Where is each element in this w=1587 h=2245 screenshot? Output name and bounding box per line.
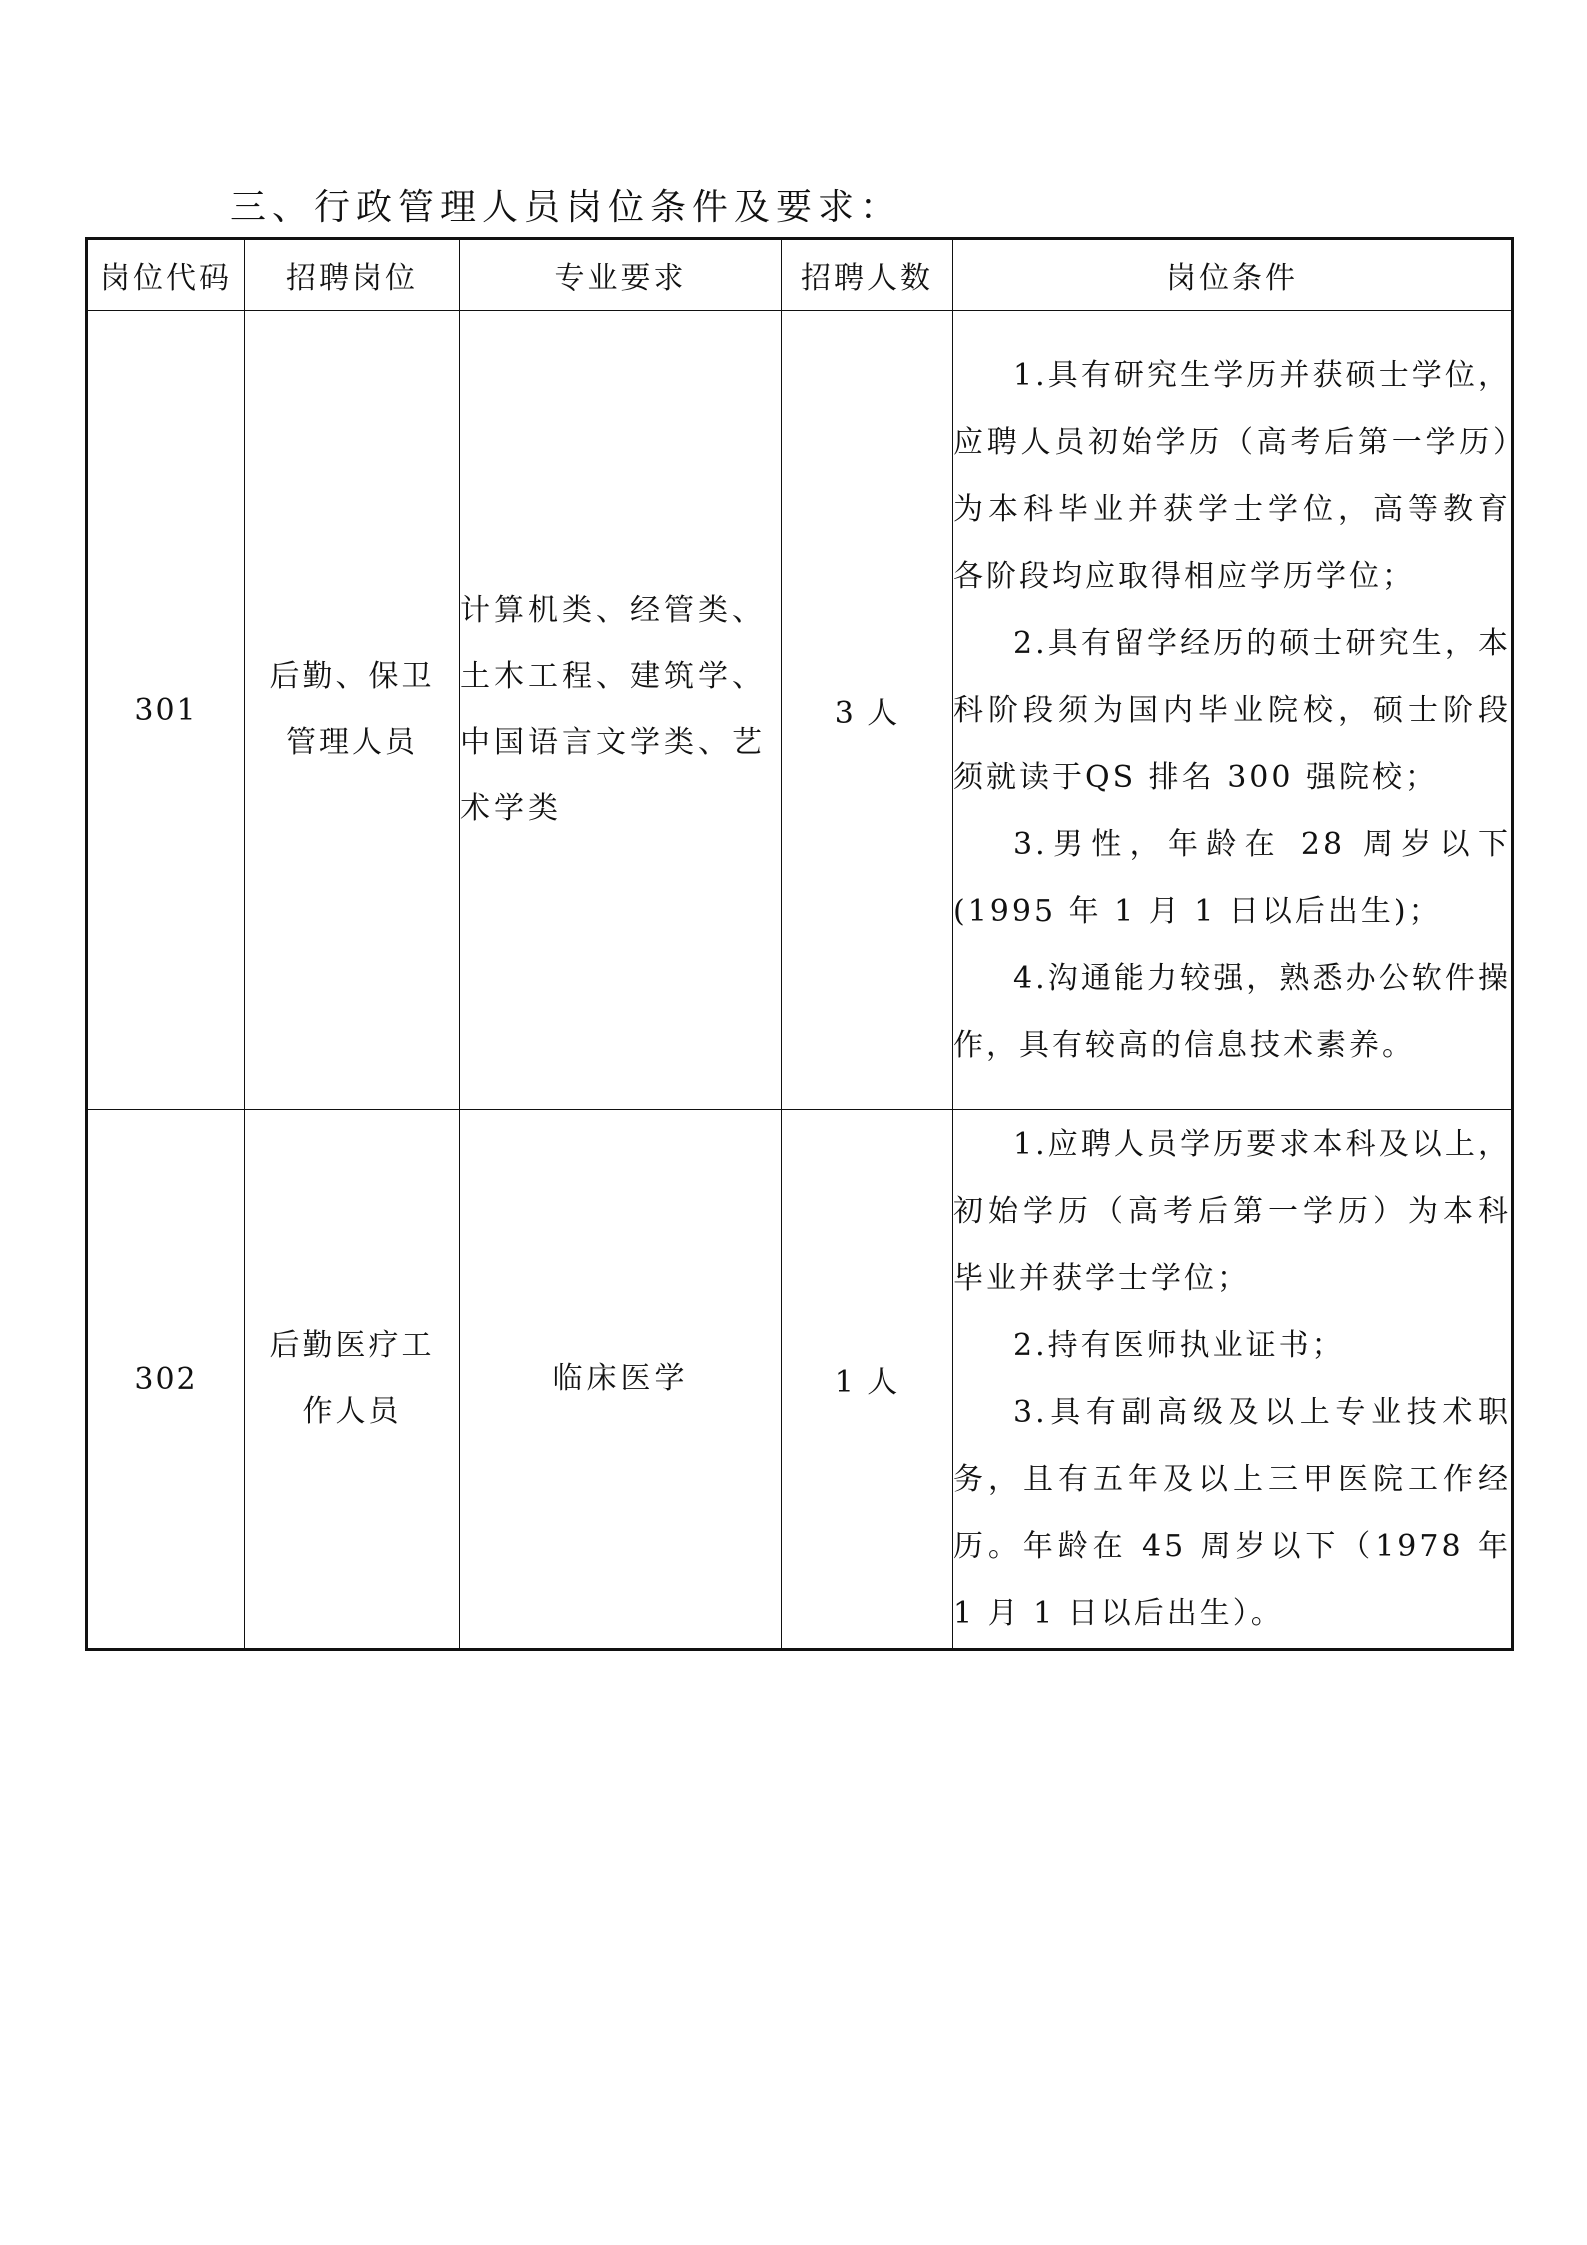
- condition-item: 1.应聘人员学历要求本科及以上，初始学历（高考后第一学历）为本科毕业并获学士学位；: [953, 1127, 1511, 1296]
- job-post: 后勤医疗工作人员: [269, 1328, 435, 1429]
- condition-item: 2.具有留学经历的硕士研究生，本科阶段须为国内毕业院校，硕士阶段须就读于QS 排名 300 强院校；: [953, 625, 1511, 795]
- condition-item: 1.具有研究生学历并获硕士学位，应聘人员初始学历（高考后第一学历）为本科毕业并获学士学位，高等教育各阶段均应取得相应学历学位；: [953, 357, 1511, 594]
- header-count: 招聘人数: [782, 239, 953, 311]
- job-conditions: [953, 311, 1513, 1110]
- table-row: [87, 1110, 1513, 1650]
- job-count: 1 人: [782, 1110, 953, 1650]
- header-post: 招聘岗位: [245, 239, 460, 311]
- recruitment-table: [85, 237, 1514, 1651]
- condition-item: 3.具有副高级及以上专业技术职务，且有五年及以上三甲医院工作经历。年龄在 45 周岁以下（1978 年 1 月 1 日以后出生）。: [953, 1395, 1511, 1631]
- condition-item: 3.男性，年龄在 28 周岁以下(1995 年 1 月 1 日以后出生)；: [953, 826, 1511, 929]
- table-header-row: [87, 239, 1513, 311]
- job-count: 3 人: [782, 311, 953, 1110]
- header-conditions: 岗位条件: [953, 239, 1513, 311]
- job-post: 后勤、保卫管理人员: [269, 659, 435, 760]
- job-major: 临床医学: [460, 1110, 782, 1650]
- condition-item: 4.沟通能力较强，熟悉办公软件操作，具有较高的信息技术素养。: [953, 960, 1511, 1063]
- job-code: 302: [87, 1110, 245, 1650]
- table-row: [87, 311, 1513, 1110]
- job-post-cell: [245, 1110, 460, 1650]
- job-conditions: [953, 1110, 1513, 1650]
- header-code: 岗位代码: [87, 239, 245, 311]
- header-major: 专业要求: [460, 239, 782, 311]
- condition-item: 2.持有医师执业证书；: [1013, 1328, 1345, 1363]
- job-major: 计算机类、经管类、土木工程、建筑学、中国语言文学类、艺术学类: [460, 311, 782, 1110]
- job-post-cell: [245, 311, 460, 1110]
- section-title: 三、行政管理人员岗位条件及要求：: [230, 187, 903, 228]
- job-code: 301: [87, 311, 245, 1110]
